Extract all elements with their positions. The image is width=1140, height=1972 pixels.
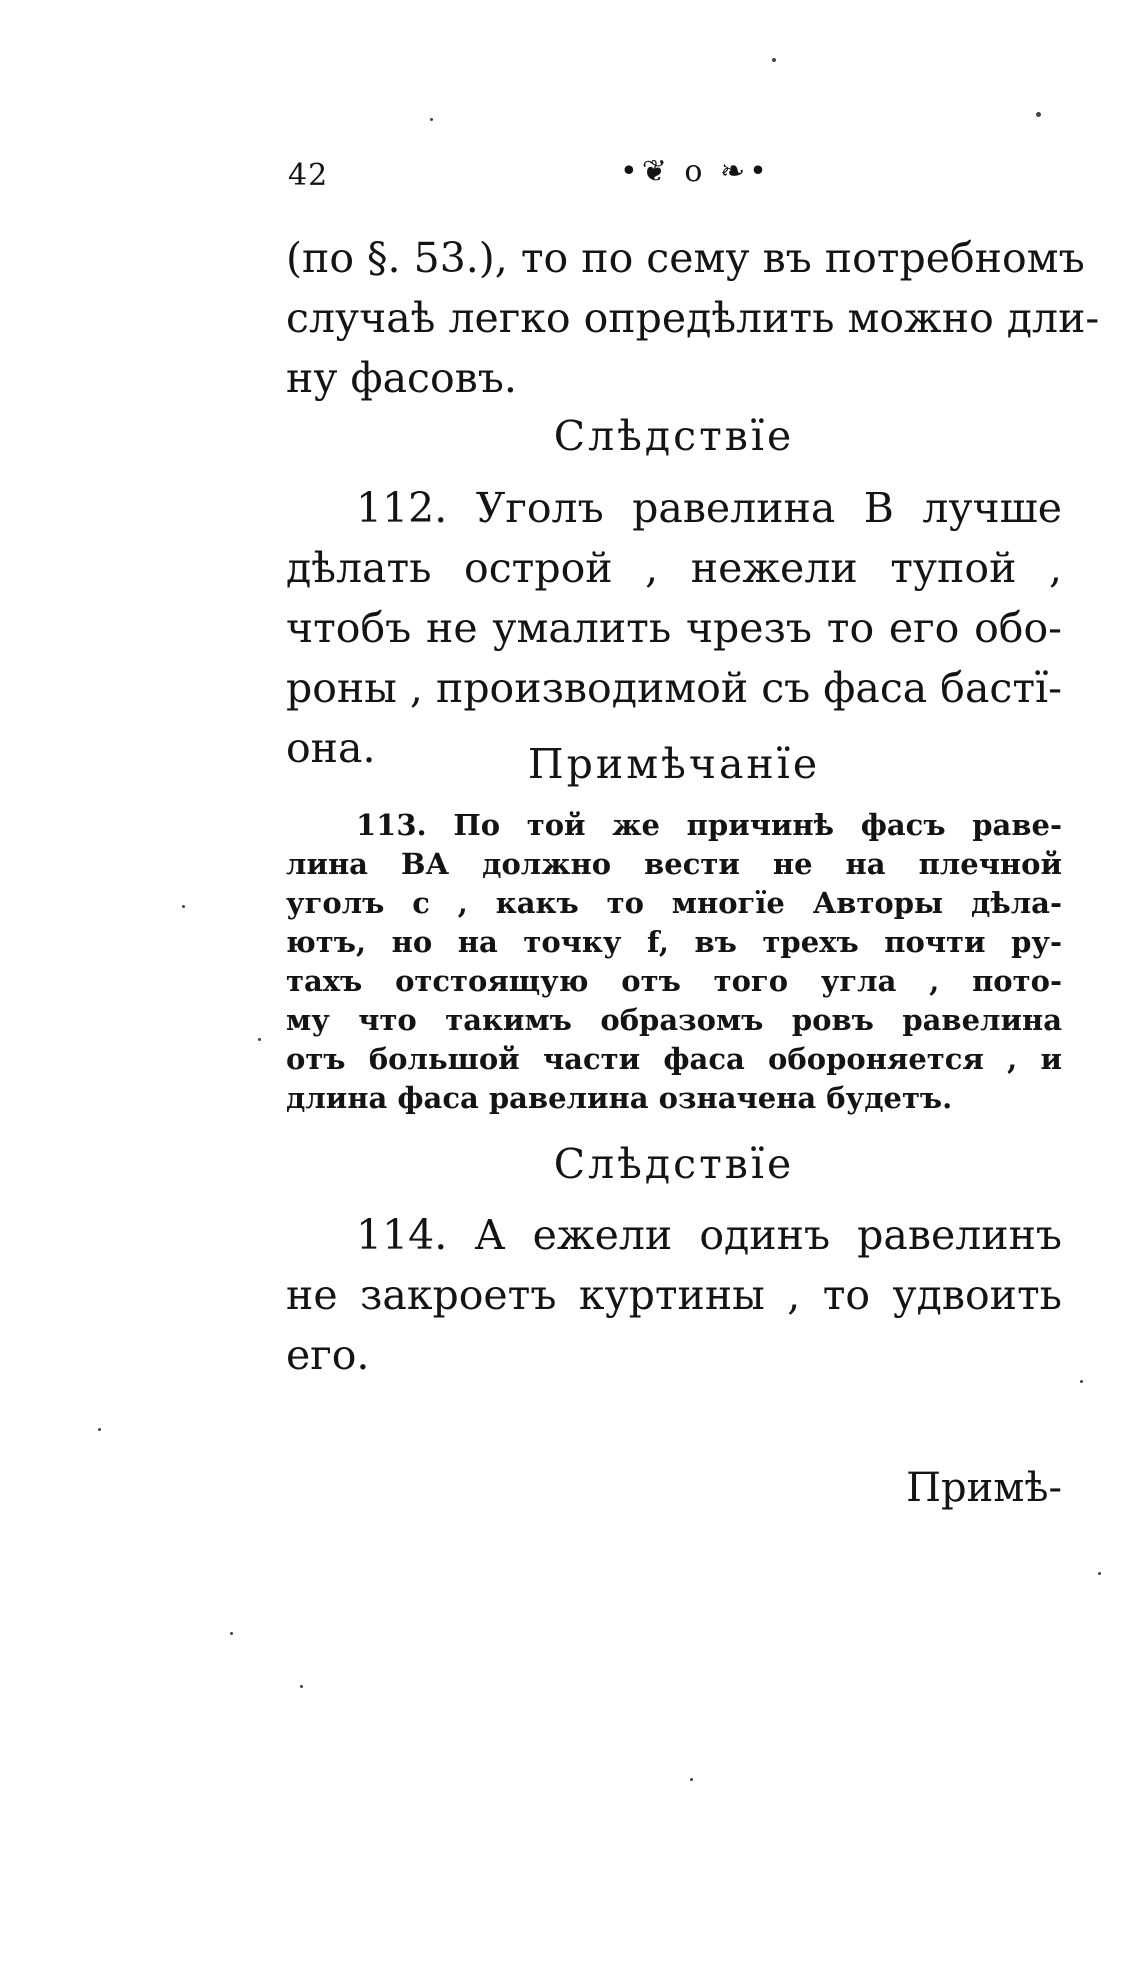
page-number: 42 [288, 158, 329, 193]
scan-speck [98, 1428, 101, 1431]
scan-speck [1036, 112, 1041, 117]
text-line: его. [286, 1331, 370, 1379]
text-line: лина ВА должно вести не на плечной [286, 847, 1062, 881]
scan-speck [430, 118, 433, 121]
text-line: отъ большой части фаса обороняется , и [286, 1042, 1062, 1076]
scan-speck [258, 1038, 261, 1041]
text-line: (по §. 53.), то по сему въ потребномъ [286, 234, 1085, 282]
running-header [280, 148, 1060, 208]
text-line: 112. Уголъ равелина В лучше [356, 484, 1062, 532]
text-line: длина фаса равелина означена будетъ. [286, 1081, 953, 1115]
catchword: Примѣ- [906, 1465, 1062, 1511]
text-line: тахъ отстоящую отъ того угла , пото- [286, 964, 1062, 998]
text-line: она. [286, 724, 376, 772]
paragraph-112 [286, 478, 1062, 778]
scan-speck [690, 1778, 693, 1781]
scan-speck [182, 905, 185, 908]
scan-speck [300, 1685, 303, 1688]
scan-speck [1098, 1572, 1101, 1575]
text-line: не закроетъ куртины , то удвоить [286, 1271, 1062, 1319]
header-ornament: •❦ o ❧• [620, 154, 771, 189]
text-line: дѣлать острой , нежели тупой , [286, 544, 1062, 592]
text-line: 113. По той же причинѣ фасъ раве- [356, 808, 1062, 842]
section-heading: Примѣчанїе [527, 740, 821, 788]
text-line: чтобъ не умалить чрезъ то его обо- [286, 604, 1062, 652]
text-line: роны , производимой съ фаса бастї- [286, 664, 1062, 712]
continuation-paragraph [286, 228, 1100, 408]
scan-speck [230, 1632, 233, 1635]
section-heading: Слѣдствїе [553, 1140, 795, 1188]
section-heading: Слѣдствїе [553, 412, 795, 460]
text-line: случаѣ легко опредѣлить можно дли- [286, 294, 1100, 342]
text-line: ютъ, но на точку f, въ трехъ почти ру- [286, 925, 1062, 959]
text-line: уголъ с , какъ то многїе Авторы дѣла- [286, 886, 1062, 920]
paragraph-114 [286, 1205, 1062, 1385]
text-line: му что такимъ образомъ ровъ равелина [286, 1003, 1062, 1037]
text-line: ну фасовъ. [286, 354, 517, 402]
scan-speck [1080, 1380, 1083, 1383]
text-line: 114. А ежели одинъ равелинъ [356, 1211, 1062, 1259]
paragraph-113-note [286, 806, 1062, 1118]
scan-speck [772, 58, 776, 62]
